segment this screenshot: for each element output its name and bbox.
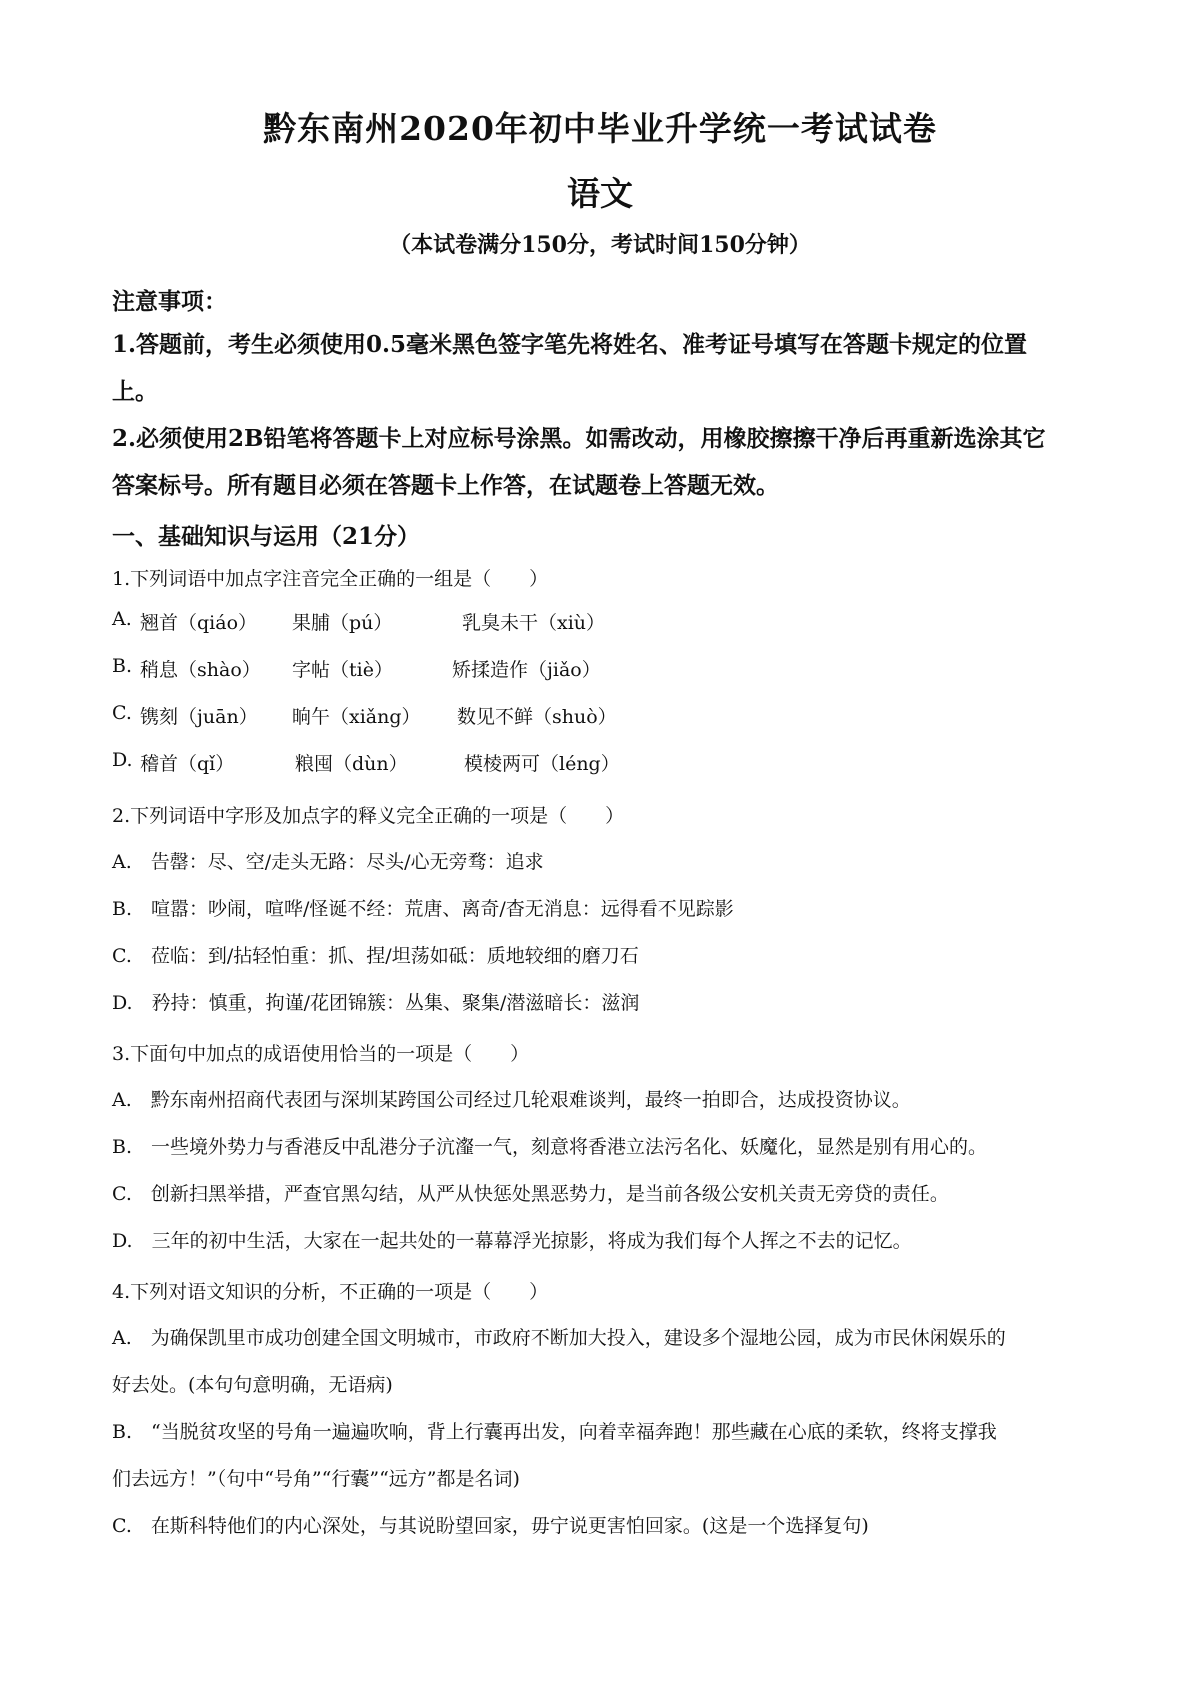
question-4-stem: 4.下列对语文知识的分析，不正确的一项是（ ）: [112, 1281, 549, 1303]
option-label: C.: [112, 702, 132, 724]
option-item: 果脯（pú）: [292, 612, 393, 634]
section-1-heading: 一、基础知识与运用（21分）: [112, 523, 421, 550]
option-item: 数见不鲜（shuò）: [457, 706, 617, 728]
option-item: 稽首（qǐ）: [140, 753, 235, 775]
instructions-heading: 注意事项：: [112, 288, 227, 315]
question-3-option-a: A. 黔东南州招商代表团与深圳某跨国公司经过几轮艰难谈判，最终一拍即合，达成投资协议。: [112, 1089, 911, 1111]
option-item: 稍息（shào）: [140, 659, 261, 681]
option-item: 镌刻（juān）: [140, 706, 258, 728]
instruction-2-line-2: 答案标号。所有题目必须在答题卡上作答，在试题卷上答题无效。: [112, 472, 779, 499]
option-item: 字帖（tiè）: [292, 659, 393, 681]
option-item: 矫揉造作（jiǎo）: [452, 659, 601, 681]
question-1-stem: 1.下列词语中加点字注音完全正确的一组是（ ）: [112, 568, 549, 590]
instruction-2-line-1: 2.必须使用2B铅笔将答题卡上对应标号涂黑。如需改动，用橡胶擦擦干净后再重新选涂其它: [112, 425, 1046, 452]
instruction-1-line-2: 上。: [112, 378, 158, 405]
question-2-option-c: C. 莅临：到/拈轻怕重：抓、捏/坦荡如砥：质地较细的磨刀石: [112, 945, 639, 967]
question-4-option-a-line-2: 好去处。(本句句意明确，无语病): [112, 1374, 393, 1396]
question-2-option-d: D. 矜持：慎重，拘谨/花团锦簇：丛集、聚集/潜滋暗长：滋润: [112, 992, 640, 1014]
option-item: 粮囤（dùn）: [295, 753, 408, 775]
instruction-1-line-1: 1.答题前，考生必须使用0.5毫米黑色签字笔先将姓名、准考证号填写在答题卡规定的位置: [112, 331, 1028, 358]
question-4-option-a-line-1: A. 为确保凯里市成功创建全国文明城市，市政府不断加大投入，建设多个湿地公园，成为市民休闲娱乐的: [112, 1327, 1006, 1349]
option-item: 晌午（xiǎng）: [292, 706, 421, 728]
question-4-option-b-line-1: B. “当脱贫攻坚的号角一遍遍吹响，背上行囊再出发，向着幸福奔跑！那些藏在心底的柔软，终将支撑我: [112, 1421, 997, 1443]
option-label: D.: [112, 749, 133, 771]
option-item: 翘首（qiáo）: [140, 612, 258, 634]
option-item: 乳臭未干（xiù）: [462, 612, 606, 634]
exam-title: 黔东南州2020年初中毕业升学统一考试试卷: [263, 109, 937, 148]
question-3-option-c: C. 创新扫黑举措，严查官黑勾结，从严从快惩处黑恶势力，是当前各级公安机关责无旁贷的责任。: [112, 1183, 949, 1205]
option-label: B.: [112, 655, 133, 677]
option-label: A.: [112, 608, 132, 630]
exam-note: （本试卷满分150分，考试时间150分钟）: [389, 232, 811, 258]
question-3-stem: 3.下面句中加点的成语使用恰当的一项是（ ）: [112, 1043, 530, 1065]
question-3-option-b: B. 一些境外势力与香港反中乱港分子沆瀣一气，刻意将香港立法污名化、妖魔化，显然是别有用心的。: [112, 1136, 988, 1158]
subject-title: 语文: [567, 174, 633, 213]
question-4-option-b-line-2: 们去远方！”（句中“号角”“行囊”“远方”都是名词): [112, 1468, 520, 1490]
question-2-option-b: B. 喧嚣：吵闹，喧哗/怪诞不经：荒唐、离奇/杳无消息：远得看不见踪影: [112, 898, 734, 920]
question-3-option-d: D. 三年的初中生活，大家在一起共处的一幕幕浮光掠影，将成为我们每个人挥之不去的记忆。: [112, 1230, 912, 1252]
question-2-stem: 2.下列词语中字形及加点字的释义完全正确的一项是（ ）: [112, 805, 625, 827]
question-4-option-c: C. 在斯科特他们的内心深处，与其说盼望回家，毋宁说更害怕回家。(这是一个选择复句): [112, 1515, 869, 1537]
option-item: 模棱两可（léng）: [464, 753, 620, 775]
question-2-option-a: A. 告罄：尽、空/走头无路：尽头/心无旁骛：追求: [112, 851, 544, 873]
